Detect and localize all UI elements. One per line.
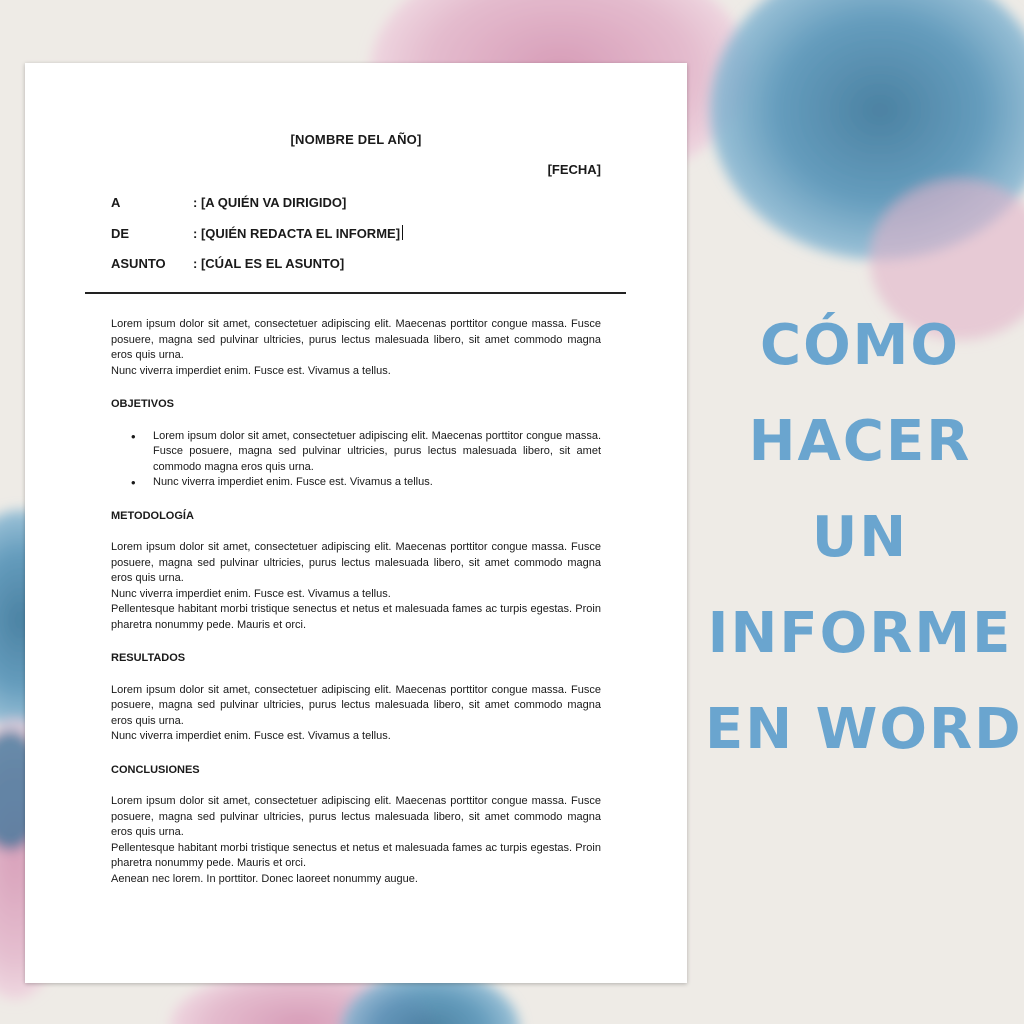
metodologia-paragraph: Pellentesque habitant morbi tristique senectus et netus et malesuada fames ac turpis egestas. Proin pharetra nonummy pede. Mauris et orci. bbox=[111, 603, 601, 631]
list-item: • Lorem ipsum dolor sit amet, consectetuer adipiscing elit. Maecenas porttitor congue massa. Fusce posuere, magna sed pulvinar ultricies, purus lectus malesuada libero, sit amet commodo magna eros quis urna. bbox=[153, 429, 601, 476]
headline-line: HACER bbox=[748, 409, 972, 474]
intro-paragraph: Lorem ipsum dolor sit amet, consectetuer adipiscing elit. Maecenas porttitor congue massa. Fusce posuere, magna sed pulvinar ultricies, purus lectus malesuada libero, sit amet commodo magna eros quis urna. bbox=[111, 318, 601, 361]
document-page bbox=[25, 63, 687, 983]
meta-row-to bbox=[111, 195, 346, 210]
conclusiones-paragraph: Pellentesque habitant morbi tristique senectus et netus et malesuada fames ac turpis egestas. Proin pharetra nonummy pede. Mauris et orci. bbox=[111, 841, 601, 869]
meta-value: : [A QUIÉN VA DIRIGIDO] bbox=[193, 195, 347, 210]
meta-row-from bbox=[111, 225, 403, 241]
conclusiones-paragraph: Lorem ipsum dolor sit amet, consectetuer adipiscing elit. Maecenas porttitor congue massa. Fusce posuere, magna sed pulvinar ultricies, purus lectus malesuada libero, sit amet commodo magna eros quis urna. bbox=[111, 795, 601, 838]
headline bbox=[705, 298, 1023, 778]
resultados-paragraph: Lorem ipsum dolor sit amet, consectetuer adipiscing elit. Maecenas porttitor congue massa. Fusce posuere, magna sed pulvinar ultricies, purus lectus malesuada libero, sit amet commodo magna eros quis urna. bbox=[111, 683, 601, 727]
section-heading-conclusiones: CONCLUSIONES bbox=[111, 763, 200, 776]
headline-line: EN WORD bbox=[705, 697, 1023, 762]
meta-value: : [QUIÉN REDACTA EL INFORME] bbox=[193, 226, 401, 241]
metodologia-paragraph: Lorem ipsum dolor sit amet, consectetuer adipiscing elit. Maecenas porttitor congue massa. Fusce posuere, magna sed pulvinar ultricies, purus lectus malesuada libero, sit amet commodo magna eros quis urna. bbox=[111, 541, 601, 584]
conclusiones-paragraph: Aenean nec lorem. In porttitor. Donec laoreet nonummy augue. bbox=[111, 872, 418, 885]
section-heading-metodologia: METODOLOGÍA bbox=[111, 509, 194, 522]
metodologia-paragraph: Nunc viverra imperdiet enim. Fusce est. Vivamus a tellus. bbox=[111, 587, 391, 600]
section-heading-objetivos: OBJETIVOS bbox=[111, 398, 174, 410]
meta-key: A bbox=[111, 195, 121, 210]
document-body bbox=[111, 317, 601, 887]
intro-paragraph: Nunc viverra imperdiet enim. Fusce est. Vivamus a tellus. bbox=[111, 364, 391, 377]
document-date: [FECHA] bbox=[547, 162, 601, 177]
objetivos-list bbox=[111, 429, 601, 491]
section-heading-resultados: RESULTADOS bbox=[111, 652, 186, 664]
list-item: • Nunc viverra imperdiet enim. Fusce est. Vivamus a tellus. bbox=[153, 475, 601, 491]
watercolor-blob-top-blue bbox=[710, 0, 1024, 340]
meta-key: ASUNTO bbox=[111, 256, 166, 271]
meta-value: : [CÚAL ES EL ASUNTO] bbox=[193, 256, 345, 271]
meta-key: DE bbox=[111, 226, 130, 241]
text-cursor bbox=[402, 225, 403, 240]
headline-line: INFORME bbox=[707, 601, 1013, 666]
meta-row-subject bbox=[111, 256, 344, 271]
headline-line: UN bbox=[811, 505, 909, 570]
header-divider bbox=[85, 292, 626, 294]
resultados-paragraph: Nunc viverra imperdiet enim. Fusce est. Vivamus a tellus. bbox=[111, 730, 391, 742]
headline-line: CÓMO bbox=[759, 313, 961, 378]
document-title: [NOMBRE DEL AÑO] bbox=[290, 132, 422, 147]
